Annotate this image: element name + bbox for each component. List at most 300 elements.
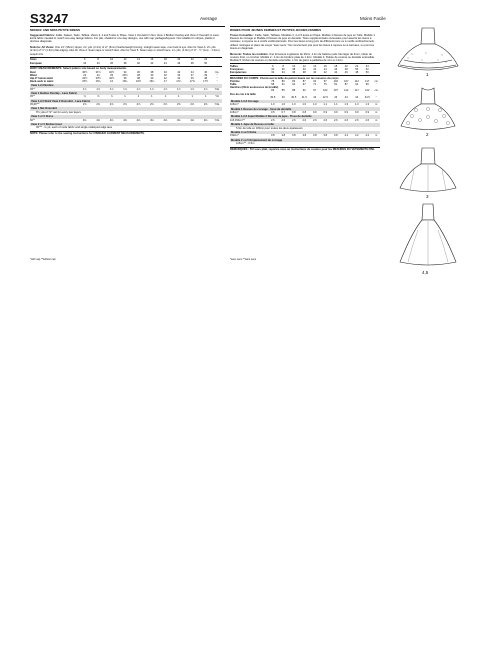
french-body-row-value: 61 <box>281 83 285 87</box>
french-body-row-value: 58 <box>271 83 275 87</box>
french-size-row-value: 14 <box>313 64 317 68</box>
english-yardage <box>30 84 222 130</box>
french-yardage-value: 0.8 <box>302 111 307 115</box>
view-4-5-dress-sketch <box>400 204 456 266</box>
english-yardage-value: 4⅛ <box>190 118 195 122</box>
french-yardage-value: 3.8 <box>333 134 338 138</box>
french-body-row-unit: cm <box>374 89 378 93</box>
french-body-row-value: 97 <box>313 89 317 93</box>
english-european-row-value: 32 <box>83 61 87 65</box>
french-fr-row-label: Françaises <box>230 68 244 72</box>
english-body-row-value: 34 <box>177 73 181 77</box>
french-body-row <box>230 96 380 99</box>
french-yardage-row <box>230 103 380 106</box>
french-body-measurements <box>230 80 380 99</box>
french-size-row-value: 18 <box>334 64 338 68</box>
french-yardage-value: 1.1 <box>333 103 338 107</box>
french-european-row-value: 48 <box>355 71 359 75</box>
french-yardage-value: 0.9 <box>354 111 359 115</box>
french-yardage-view-title: Modèle 2 ou 5 Empiècement du corsage <box>230 138 380 142</box>
french-yardage-value: 4.2 <box>365 134 370 138</box>
english-european-row-value: 42 <box>150 61 154 65</box>
english-body-row-value: 16¼ <box>122 79 128 83</box>
french-body-row-value: 112 <box>344 89 349 93</box>
english-yardage-value: ⅝ <box>97 95 100 99</box>
english-yardage-view-title: View 1,2,3 Bodice <box>30 84 222 88</box>
french-yardage-value: 3.8 <box>281 134 286 138</box>
french-body-row-value: 76 <box>323 83 327 87</box>
french-fr-row-value: 50 <box>355 68 359 72</box>
english-size-row-value: 24 <box>204 58 208 62</box>
french-body-row-value: 92 <box>302 89 306 93</box>
english-yardage-value: 4⅛ <box>82 118 87 122</box>
french-body-row-value: 39.5 <box>270 95 276 99</box>
french-body-row-value: 43 <box>334 95 338 99</box>
french-yardage-value: 3.8 <box>312 134 317 138</box>
english-body-row <box>30 80 222 83</box>
french-yardage-view-title: Modèle 1,2,3 Jupe/ Modèle 2 Dessus de jupe - Tissu de dentelle <box>230 115 380 119</box>
english-yardage-value: 2⅝ <box>82 103 87 107</box>
english-yardage-value: ⅞ <box>110 95 113 99</box>
french-body-row-value: 67 <box>302 83 306 87</box>
english-yardage-value: 4⅛ <box>203 118 208 122</box>
english-body-row-label: Waist <box>30 73 37 77</box>
french-size-row-value: 16 <box>323 64 327 68</box>
french-yardage-table <box>230 119 380 122</box>
french-body-row-label: Taille <box>230 83 237 87</box>
french-yardage-table <box>230 111 380 114</box>
french-fr-row-value: 40 <box>302 68 306 72</box>
english-body-row-value: 31½ <box>95 70 101 74</box>
english-body-row-value: 36 <box>123 76 127 80</box>
french-body-row-value: 99 <box>365 83 369 87</box>
french-european-row-value: 44 <box>334 71 338 75</box>
french-european-row-value: 32 <box>271 71 275 75</box>
english-body-row-value: 30 <box>150 73 154 77</box>
french-body-row-value: 122 <box>365 89 370 93</box>
french-yardage-width: 150cm* <box>230 134 239 138</box>
french-yardage-value: 2.6 <box>270 118 275 122</box>
english-yardage-value: 1⅞ <box>150 87 154 91</box>
english-yardage-value: 1⅞ <box>163 87 168 91</box>
english-body-row-value: 46 <box>204 70 208 74</box>
english-body-row-value: 37 <box>190 73 194 77</box>
french-body-row-label: Poitrine <box>230 80 240 84</box>
french-body-row-value: 71 <box>313 83 317 87</box>
french-yardage-value: 2.6 <box>365 118 370 122</box>
french-yardage-value: 2.6 <box>354 118 359 122</box>
english-yardage-table <box>30 103 222 106</box>
english-body-row-value: 15¾ <box>95 79 101 83</box>
french-yardage-unit: m <box>375 111 378 115</box>
english-body-row-value: 15½ <box>82 79 88 83</box>
english-yardage-value: 2⅝ <box>176 103 181 107</box>
english-yardage-note: 6½ yds.of 72" net for every two layers <box>36 110 81 114</box>
english-yardage-value: 2⅝ <box>109 103 114 107</box>
english-yardage-value: 1 <box>151 95 153 99</box>
french-body-row-label <box>230 96 268 99</box>
english-yardage-value: 4⅛ <box>176 118 181 122</box>
english-yardage-value: ⅝ <box>83 95 86 99</box>
french-body-row-value: 78 <box>271 80 275 84</box>
english-size-row-value: 8 <box>97 58 99 62</box>
french-size-table <box>230 65 380 74</box>
french-yardage-value: 1.0 <box>291 103 296 107</box>
english-body-row-value: 34 <box>123 70 127 74</box>
english-yardage-value: 1 <box>164 95 167 99</box>
english-body-row-value: 38 <box>137 76 140 80</box>
french-yardage-value: 0.5 <box>270 111 275 115</box>
english-yardage-table <box>30 88 222 91</box>
french-yardage-table <box>230 134 380 137</box>
english-body-row-unit: " <box>216 73 218 77</box>
french-size-row-value: 10 <box>292 64 296 68</box>
french-fr-row-value: 48 <box>344 68 348 72</box>
french-body-row-value: 88 <box>292 89 296 93</box>
english-yardage-unit: Yds. <box>214 103 220 107</box>
english-yardage-value: 4⅛ <box>163 118 168 122</box>
english-notions <box>30 46 222 56</box>
french-yardage-view-title: Modèle 4 ou 5 Robe <box>230 131 380 135</box>
french-yardage-unit: m <box>375 134 378 138</box>
french-body-row-value: 42.5 <box>322 95 328 99</box>
french-yardage-value: 3.8 <box>302 134 307 138</box>
french-fabrics-text: Faille, Satin, Taffetas. Modèles 3, 4 et 5 aussi en Piqué. Modèle 1 Dessus de jupe en Tulle. Modèle 1 Dessus de corsage et Modèle 2 Dessus de jupe en dentelle. Tissu supplémentaire nécessaire pour assortir les tissus à carreaux, à rayures ou à motifs unidirectionnels. Pour les tissus à long poil, de différents tons ou à motifs unidirectionnels utilisez métrages et plans de coupe "avec sens." Ne conviennent pas pour les tissus à rayures ou à carreaux, ou pour les tissus en diagonale. <box>230 33 375 50</box>
english-yardage-view-title: View 1 Bodice Overlay - Lace Fabric <box>30 91 222 95</box>
english-body-row-value: 17½ <box>203 79 209 83</box>
view-label-1: 1 <box>426 72 429 77</box>
english-body-table <box>30 71 222 83</box>
french-body-row-value: 107 <box>344 80 349 84</box>
french-european-row-value: 46 <box>344 71 348 75</box>
header-rule-fr <box>230 26 380 27</box>
english-sizes-table <box>30 58 222 64</box>
english-yardage-table <box>30 119 222 122</box>
english-size-row-value: 16 <box>150 58 154 62</box>
difficulty-level-en: Average <box>200 16 218 21</box>
english-yardage-value: 4⅛ <box>150 118 154 122</box>
french-fr-row-value: 38 <box>292 68 296 72</box>
french-body-row-value: 40.5 <box>291 95 297 99</box>
english-yardage-note: 45"** - ⅛ yd. each of nude fabric and single scalloped edge lace <box>36 126 113 130</box>
english-european-row-value: 38 <box>123 61 127 65</box>
view-3-dress-sketch <box>400 148 456 192</box>
french-note-label: REMARQUES : <box>230 148 250 152</box>
english-body-row-unit: " <box>216 79 218 83</box>
english-body-row-value: 25 <box>110 73 114 77</box>
french-body-row-value: 40 <box>281 95 285 99</box>
french-body-row-value: 117 <box>365 80 370 84</box>
english-size-row-value: 20 <box>177 58 181 62</box>
french-body-row-value: 81 <box>334 83 338 87</box>
view-label-4-5: 4,5 <box>422 270 429 275</box>
english-yardage-row <box>30 88 222 91</box>
french-size-row-value: 24 <box>365 64 369 68</box>
french-body-row-value: 107 <box>333 89 338 93</box>
french-yardage-value: 1.0 <box>281 103 286 107</box>
french-body-row-value: 83 <box>292 80 296 84</box>
french-yardage-value: 2.6 <box>312 118 317 122</box>
english-body-row-value: 16¾ <box>149 79 155 83</box>
french-yardage-value: 1.0 <box>302 103 307 107</box>
french-body-row-value: 44 <box>344 95 348 99</box>
english-european-row-value: 48 <box>190 61 194 65</box>
french-yardage-value: 0.9 <box>323 111 328 115</box>
french-fr-row-value: 44 <box>323 68 327 72</box>
french-body-row-label: Hanches (23cm au-dessous de la taille) <box>230 86 279 90</box>
french-size-row-value: 6 <box>272 64 274 68</box>
french-yardage-value: 0.9 <box>312 111 317 115</box>
french-european-row-unit <box>373 71 381 74</box>
french-yardage-width: 115cm* <box>230 111 239 115</box>
english-body-row-value: 34½ <box>109 76 115 80</box>
english-yardage-value: 4⅛ <box>109 118 114 122</box>
english-yardage-value: 1 <box>204 95 207 99</box>
english-size-row-value: 10 <box>110 58 114 62</box>
french-yardage-width: 115cm* <box>230 103 239 107</box>
french-size-row-label: Tailles <box>230 64 238 68</box>
english-size-row-label: Sizes <box>30 58 37 62</box>
french-footnote: *avec sens **sans sens <box>230 258 257 261</box>
english-yardage-width: 60"* <box>30 118 35 122</box>
english-body-row-value: 17¼ <box>176 79 182 83</box>
view-label-2: 2 <box>426 132 429 137</box>
english-yardage-value: 1 <box>178 95 180 99</box>
french-yardage-value: 3.8 <box>323 134 328 138</box>
english-body-row-value: 24 <box>96 73 100 77</box>
english-european-row-label: European <box>30 61 42 65</box>
french-yardage-value: 2.6 <box>323 118 328 122</box>
english-size-row-value: 14 <box>137 58 140 62</box>
english-yardage-row <box>30 103 222 106</box>
french-note-text: S'il vous plaît, reportez-vous au instructions de couture pour les MESURES DU VÊTEMENTS FINI. <box>249 148 375 152</box>
french-yardage-value: 2.6 <box>344 118 349 122</box>
english-size-table <box>30 58 222 64</box>
french-yardage-width: 115,150cm** <box>230 118 245 122</box>
french-european-row-value: 42 <box>323 71 327 75</box>
english-body-row-value: 40 <box>163 70 167 74</box>
english-european-row-value: 44 <box>163 61 167 65</box>
english-yardage-value: 1 <box>124 95 126 99</box>
french-yardage-value: 3.8 <box>291 134 296 138</box>
french-yardage-value: 4.2 <box>354 134 359 138</box>
english-body-row-value: 16½ <box>135 79 141 83</box>
pattern-number: S3247 <box>30 11 69 26</box>
french-title: ROBES POUR JEUNES FEMMES ET PETITES JEUNES FEMMES <box>230 28 322 32</box>
english-body-row-value: 39 <box>204 73 208 77</box>
english-yardage-row <box>30 119 222 122</box>
french-yardage-value: 0.9 <box>333 111 338 115</box>
french-body-title: MESURES DU CORPS: Choisissez la taille du patron basée sur les mesures du corps <box>230 76 339 80</box>
french-body-row-value: 64 <box>292 83 296 87</box>
english-body-measurements <box>30 71 222 83</box>
french-yardage-note: 5.9m de tulle en 183cm pour toutes les deux épaisseurs <box>236 126 303 130</box>
english-yardage-value: 1⅞ <box>136 87 141 91</box>
french-yardage-view-title: Modèle 1,2,3 Corsage <box>230 100 380 104</box>
header-rule-en <box>30 26 225 27</box>
english-yardage-width: 45,60"** <box>30 103 40 107</box>
english-yardage-view-title: View 4 or 5 Dress <box>30 115 222 119</box>
english-notions-label: Notions: All Views: <box>30 46 55 49</box>
english-body-row-value: 16 <box>110 79 114 83</box>
english-body-row-value: 46 <box>190 76 194 80</box>
english-european-row-unit <box>212 62 222 65</box>
french-yardage-row <box>230 119 380 122</box>
english-body-row-unit: " <box>216 76 218 80</box>
french-fr-row-value: 46 <box>334 68 338 72</box>
english-yardage-view-title: View 1,2,3 Skirt/ View 2 Overskirt - Lace Fabric <box>30 99 222 103</box>
english-notions-text: One 14" (36cm) zipper, 2¾ yds. (2.4m) of ⅛" (6mm) featherweight boning, straight seam tape, one hook & eye. Also for View A: 2¾ yds. (2.4m) of ½" (1.3cm) flat edging. Also for View 4: Seam tape or stretch lace. Also for View 5: Seam tape or stretch lace, 1¾ yds. (1.6m) of ⅜" - ½" (1cm - 1.3cm) sequin trim. <box>30 46 220 56</box>
french-yardage-value: 1.3 <box>365 103 370 107</box>
french-sizes-table <box>230 65 380 74</box>
french-european-row-value: 50 <box>365 71 369 75</box>
english-size-row-value: 22 <box>190 58 194 62</box>
french-body-row-value: 87 <box>302 80 306 84</box>
french-body-table <box>230 80 380 99</box>
french-european-row-value: 36 <box>292 71 296 75</box>
english-yardage-view-title: View 2 or 5 Bodice Inset <box>30 123 222 127</box>
french-fr-row-value: 52 <box>365 68 369 72</box>
english-body-row-value: 36 <box>137 70 140 74</box>
english-yardage-value: 2⅝ <box>123 103 127 107</box>
english-body-row-label: Bust <box>30 70 36 74</box>
french-body-row-value: 87 <box>344 83 348 87</box>
english-body-row-value: 30½ <box>82 70 88 74</box>
french-yardage-value: 0.9 <box>365 111 370 115</box>
french-body-row-unit: " <box>375 83 377 87</box>
english-size-row-value: 12 <box>123 58 127 62</box>
french-yardage-view-title: Modèle 1 Jupe de Dessus en tulle <box>230 123 380 127</box>
view-label-3: 3 <box>426 194 429 199</box>
french-body-row-value: 85 <box>281 89 285 93</box>
english-body-row-label: Back-neck to waist <box>30 79 54 83</box>
french-yardage-value: 0.7 <box>281 111 286 115</box>
english-yardage-unit: Yd. <box>215 95 220 99</box>
french-yardage-value: 1.1 <box>323 103 328 107</box>
english-yardage-value: 2⅝ <box>96 103 100 107</box>
french-size-row-value: 8 <box>282 64 284 68</box>
english-yardage-value: 1⅞ <box>123 87 127 91</box>
english-yardage-value: 2⅝ <box>163 103 168 107</box>
english-yardage-value: 2⅝ <box>190 103 195 107</box>
english-yardage-width: 45"* <box>30 95 35 99</box>
french-yardage-value: 0.9 <box>344 111 349 115</box>
french-european-row-value: 40 <box>313 71 317 75</box>
english-body-row-label: Hip-9" below waist <box>30 76 53 80</box>
french-body-row-value: 92 <box>313 80 317 84</box>
view-sketches <box>392 22 464 274</box>
english-body-row-value: 17 <box>163 79 167 83</box>
french-body-row-value: 102 <box>323 89 328 93</box>
french-body-row-value: 94 <box>355 83 359 87</box>
english-body-row-value: 28 <box>137 73 140 77</box>
english-yardage-value: 4⅛ <box>136 118 141 122</box>
french-yardage-value: 2.6 <box>302 118 307 122</box>
english-yardage-value: 1 <box>137 95 140 99</box>
english-body-row-value: 42 <box>163 76 167 80</box>
french-body-row-label: Dos du cou à la taille <box>230 92 256 96</box>
english-body-row-value: 17⅜ <box>189 79 195 83</box>
french-fabrics-label: Tissus Conseillés : <box>230 33 255 37</box>
french-fr-row-value: 42 <box>313 68 317 72</box>
french-yardage-value: 0.8 <box>291 111 296 115</box>
english-yardage-row <box>30 95 222 98</box>
english-yardage-value: 4⅛ <box>123 118 127 122</box>
english-body-row-unit: Ins. <box>215 70 220 74</box>
french-yardage-row <box>230 111 380 114</box>
english-body-row-value: 40 <box>150 76 154 80</box>
english-body-row-value: 44 <box>177 76 181 80</box>
french-body-row-value: 44.5 <box>364 95 370 99</box>
english-body-row-value: 32 <box>163 73 167 77</box>
english-yardage-value: 2⅝ <box>136 103 141 107</box>
french-yardage <box>230 100 380 146</box>
english-yardage-value: 1⅞ <box>203 87 208 91</box>
french-fr-row-value: 36 <box>281 68 285 72</box>
english-yardage-value: 2⅝ <box>150 103 154 107</box>
english-yardage-value: 1⅞ <box>96 87 100 91</box>
french-body-row-value: 97 <box>323 80 327 84</box>
french-notions <box>230 53 380 63</box>
french-notions-text: Une fermeture à glissière de 36cm, 2.4m de baleine pods très léger de 6mm, ruban de couture droit, un crochet. Modèle 2 : 2.4m de bordure plate de 1.3cm. Modèle 4: Ruban de couture ou dentelle extensible. Modèle 5: Ruban de couture ou dentelle extensible, 1.6m de galon à paillettes de 1cm à 1.3cm. <box>230 52 375 62</box>
english-yardage-unit: Yds. <box>214 87 220 91</box>
english-body-row-value: 42 <box>177 70 181 74</box>
french-yardage-value: 2.6 <box>291 118 296 122</box>
french-size-row-value: 20 <box>344 64 348 68</box>
view-1-dress-sketch <box>398 28 458 70</box>
english-body-row-value: 32½ <box>109 70 115 74</box>
french-body-row-value: 102 <box>333 80 338 84</box>
french-yardage-value: 2.6 <box>333 118 338 122</box>
english-body-row-value: 23 <box>83 73 87 77</box>
french-yardage-row <box>230 134 380 137</box>
french-body-row-value: 83 <box>271 89 275 93</box>
french-yardage-value: 1.0 <box>312 103 317 107</box>
french-yardage-value: 1.3 <box>344 103 349 107</box>
english-yardage-value: 1 <box>191 95 193 99</box>
french-european-row-value: 38 <box>302 71 306 75</box>
french-yardage-table <box>230 103 380 106</box>
english-european-row-value: 40 <box>137 61 140 65</box>
french-size-row-value: 12 <box>302 64 306 68</box>
french-european-row-value: 34 <box>281 71 285 75</box>
english-yardage-view-title: View 1 Net Overskirt <box>30 107 222 111</box>
french-fr-row-value: 34 <box>271 68 275 72</box>
english-fabrics <box>30 34 222 44</box>
english-yardage-value: 1⅞ <box>190 87 195 91</box>
french-yardage-value: 1.3 <box>354 103 359 107</box>
french-body-row-value: 42 <box>313 95 317 99</box>
english-yardage-value: 1⅞ <box>176 87 181 91</box>
french-body-row-value: 41.5 <box>301 95 307 99</box>
french-yardage-value: 4.2 <box>344 134 349 138</box>
english-european-row <box>30 62 222 65</box>
french-fabrics <box>230 34 380 50</box>
french-note <box>230 148 380 151</box>
difficulty-level-fr: Moins Facile <box>360 16 386 21</box>
english-fabrics-label: Suggested Fabrics: <box>30 33 55 37</box>
french-notions-label: Mercerie: Toutes les modèles: <box>230 52 269 56</box>
french-size-row-value: 22 <box>355 64 359 68</box>
english-european-row-value: 46 <box>177 61 181 65</box>
english-note: NOTE: Please refer to the sewing instructions for FINISHED GARMENT MEASUREMENTS. <box>30 132 145 136</box>
french-column <box>230 29 380 151</box>
english-column <box>30 29 222 136</box>
english-title: MISSES' AND MISS PETITE DRESS <box>30 28 80 32</box>
english-yardage-value: 4⅛ <box>96 118 100 122</box>
english-yardage-value: 1⅞ <box>82 87 87 91</box>
french-body-row-value: 112 <box>354 80 359 84</box>
